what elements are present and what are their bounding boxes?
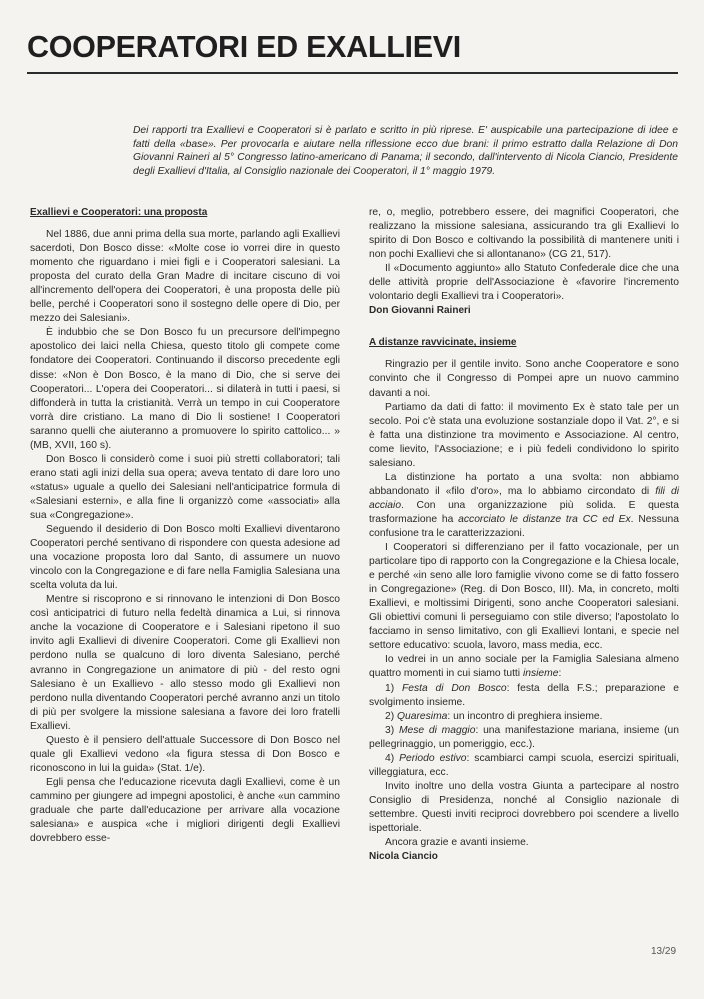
article1-paragraph-1: Nel 1886, due anni prima della sua morte, parlando agli Exallievi sacerdoti, Don Bosco disse: «Molte cose io vorrei dire in questo momento che riguardano i miei figli e i Cooperatori salesiani. La proposta del curato della Gran Madre di incitare ciscuno di voi all'incremento dell'opera dei Cooperatori, è una proposta delle più belle, perché i Cooperatori sono il sostegno delle opere di Dio, per mezzo dei Salesiani». — [30, 229, 340, 325]
article1-heading: Exallievi e Cooperatori: una proposta — [30, 207, 208, 218]
item-text: : scambiarci campi scuola, esercizi spirituali, villeggiatura, ecc. — [369, 752, 679, 778]
article2-author: Nicola Ciancio — [369, 851, 438, 863]
intro-text: Dei rapporti tra Exallievi e Cooperatori si è parlato e scritto in più riprese. E' auspicabile una partecipazione di idee e fatti della «base». Per provocarla e aiutare nella riflessione ecco due brani: il primo estratto dalla Relazione di Don Giovanni Raineri al 5° Congresso latino-americano di Panama; il secondo, dall'intervento di Nicola Ciancio, Presidente degli Exallievi d'Italia, al Consiglio nazionale dei Cooperatori, il 1° maggio 1979. — [133, 125, 678, 178]
emphasis-text: insieme — [522, 668, 559, 680]
article1-author: Don Giovanni Raineri — [369, 305, 471, 317]
page-number: 13/29 — [651, 946, 677, 957]
article2-paragraph-4: I Cooperatori si differenziano per il fatto vocazionale, per un particolare tipo di rapporto con la Congregazione e la Chiesa locale, e perché «in seno alle loro famiglie vivono come se di fatto fossero in Congregazione» (Reg. di Don Bosco, III). Ma, in concreto, molti Exallievi, e moltissimi Dirigenti, sono anche Cooperatori salesiani. Gli obiettivi comuni li perseguiamo con stile diverso; l'apostolato lo facciamo in senso limitativo, con gli Exallievi lontani, e specie nel settore educativo: scuola, lavoro, mass media, ecc. — [369, 542, 679, 652]
emphasis-text: accorciato le distanze tra CC ed Ex — [458, 513, 631, 525]
right-column — [369, 206, 679, 864]
item-title: Periodo estivo — [399, 752, 467, 764]
article1-paragraph-6: Questo è il pensiero dell'attuale Successore di Don Bosco nel quale gli Exallievi vedono «la figura stessa di Don Bosco e riconoscono in lui la guida» (Stat. 1/e). — [30, 734, 340, 774]
item-text: : festa della F.S.; preparazione e svolgimento insieme. — [369, 682, 679, 708]
article2-paragraph-6: Invito inoltre uno della vostra Giunta a partecipare al nostro Consiglio di Presidenza, nonché al Consiglio nazionale di settembre. Questi inviti reciproci dovrebbero poi scendere a livello ispettoriale. — [369, 780, 679, 834]
item-number: 3) — [385, 724, 399, 736]
article1-paragraph-5: Mentre si riscoprono e si rinnovano le intenzioni di Don Bosco così anticipatrici di futuro nella fedeltà dinamica a Lui, si rinnova anche la vocazione di Cooperatore e i Salesiani ripetono il suo invito agli Exallievi di divenire Cooperatori. Come gli Exallievi non perdono nulla se qualcuno di loro diventa Salesiano, perché avranno in Congregazione un animatore di più - del resto ogni Salesiano è un Exallievo - allo stesso modo gli Exallievi non perdono nulla diventando Cooperatori perché avranno anzi un titolo di più per svolgere la missione salesiana a favore dei loro fratelli Exallievi. — [30, 594, 340, 732]
left-column — [30, 206, 340, 846]
list-item — [369, 752, 679, 780]
article2-paragraph-1: Ringrazio per il gentile invito. Sono anche Cooperatore e sono convinto che il Congresso di Pompei apre un nuovo cammino davanti a noi. — [369, 359, 679, 399]
text-span: La distinzione ha portato a una svolta: non abbiamo abbandonato il «filo d'oro», ma lo abbiamo circondato di — [369, 471, 679, 497]
article1-paragraph-4: Seguendo il desiderio di Don Bosco molti Exallievi diventarono Cooperatori perché sentivano di rispondere con questa adesione ad una vocazione proposta loro dal Santo, di assumere un nuovo vincolo con la Congregazione e di fare nella Famiglia Salesiana una scelta voluta da lui. — [30, 524, 340, 592]
text-span: . Con una organizzazione più solida. E questa trasformazione ha — [369, 499, 679, 525]
text-span: . Nessuna confusione tra le caratterizzazioni. — [369, 513, 679, 539]
title-rule — [27, 72, 678, 74]
page-title: COOPERATORI ED EXALLIEVI — [27, 30, 461, 64]
item-text: : una manifestazione mariana, insieme (un pellegrinaggio, un pomeriggio, ecc.). — [369, 724, 679, 750]
article1-paragraph-7: Egli pensa che l'educazione ricevuta dagli Exallievi, come è un cammino per giungere ad impegni apostolici, è anche «un cammino graduale che parte dall'educazione per arrivare alla vocazione salesiana» e auspica «che i migliori dirigenti degli Exallievi dovrebbero esse- — [30, 776, 340, 845]
article1-paragraph-9: Il «Documento aggiunto» allo Statuto Confederale dice che una delle attività proprie dell'Associazione è «favorire l'incremento volontario degli Exallievi tra i Cooperatori». — [369, 263, 679, 303]
section-gap — [369, 318, 679, 336]
item-text: : un incontro di preghiera insieme. — [447, 710, 603, 722]
item-title: Festa di Don Bosco — [401, 682, 507, 694]
emphasis-text: fili di acciaio — [369, 485, 679, 511]
list-item — [369, 682, 679, 710]
article2-paragraph-3 — [369, 471, 679, 541]
article1-paragraph-2: È indubbio che se Don Bosco fu un precursore dell'impegno apostolico dei laici nella Chiesa, questo titolo gli compete come fondatore dei Cooperatori. Continuando il discorso precedente egli disse: «Non è Don Bosco, è la mano di Dio, che si serve dei Cooperatori... L'opera dei Cooperatori... si dilaterà in tutti i paesi, si diffonderà in tutta la cristianità. Verrà un tempo in cui Cooperatore vorrà dire cristiano. La mano di Dio li sostiene! I Cooperatori saranno quelli che aiuteranno a promuovere lo spirito cattolico... » (MB, XVII, 160 s). — [30, 327, 340, 451]
list-item — [369, 710, 679, 724]
item-number: 1) — [385, 682, 402, 694]
item-title: Mese di maggio — [398, 724, 476, 736]
article2-paragraph-5 — [369, 653, 679, 681]
article1-paragraph-3: Don Bosco li considerò come i suoi più stretti collaboratori; tali erano stati agli inizi della sua opera; aveva tentato di dare loro uno «status» uguale a quello dei Salesiani nell'anticipatrice formula di «Salesiani esterni», e alla fine li organizzò come «associati» alla sua «Congregazione». — [30, 453, 340, 521]
text-span: Io vedrei in un anno sociale per la Famiglia Salesiana almeno quattro momenti in cui siamo tutti — [369, 654, 679, 680]
item-number: 4) — [385, 752, 400, 764]
list-item — [369, 724, 679, 752]
article2-heading: A distanze ravvicinate, insieme — [369, 337, 517, 349]
article2-paragraph-2: Partiamo da dati di fatto: il movimento Ex è stato tale per un secolo. Poi c'è stata una evoluzione sostanziale dopo il Vat. 2°, e si è fatta una distinzione tra movimento e Associazione. Al centro, come lievito, l'Associazione; e i più fedeli condividono lo spirito salesiano. — [369, 401, 679, 469]
item-title: Quaresima — [397, 710, 448, 722]
item-number: 2) — [385, 710, 398, 722]
article1-paragraph-8: re, o, meglio, potrebbero essere, dei magnifici Cooperatori, che realizzano la missione salesiana, assicurando tra gli Exallievi lo spirito di Don Bosco e coltivando la possibilità di mantenere uniti i non pochi Exallievi che si allontanano» (CG 21, 517). — [369, 207, 679, 261]
article2-paragraph-7: Ancora grazie e avanti insieme. — [385, 837, 529, 849]
text-span: : — [558, 668, 562, 680]
